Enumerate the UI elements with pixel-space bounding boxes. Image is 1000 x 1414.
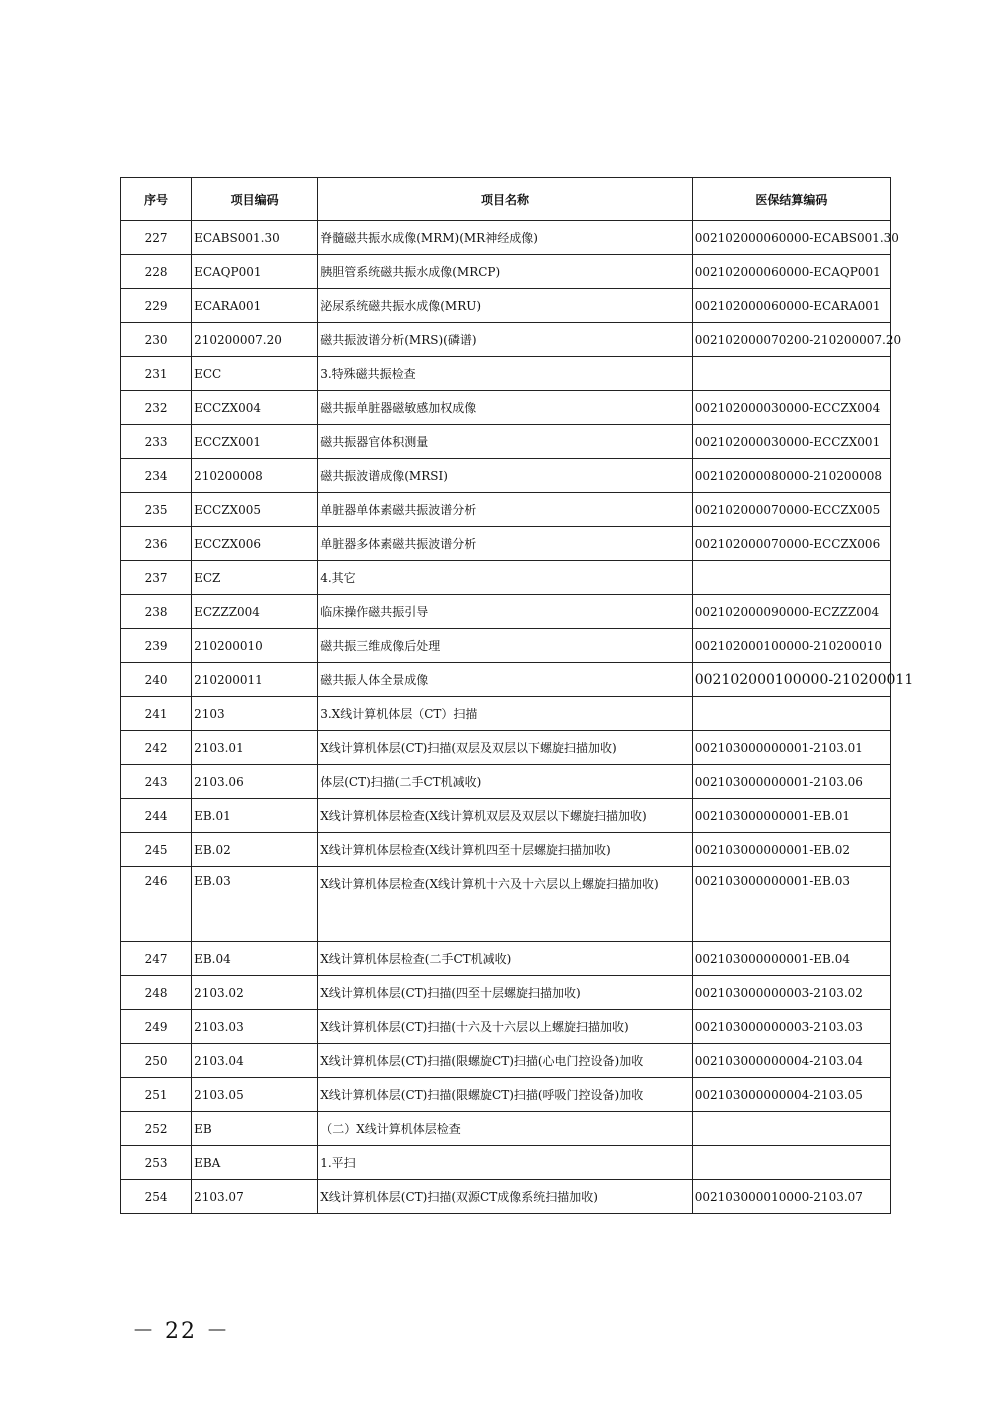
cell-seq: 232	[121, 391, 192, 425]
cell-code: ECAQP001	[192, 255, 318, 289]
cell-insurance-code	[692, 357, 890, 391]
cell-name: 胰胆管系统磁共振水成像(MRCP)	[318, 255, 692, 289]
table-row	[121, 1010, 891, 1044]
cell-name: X线计算机体层(CT)扫描(十六及十六层以上螺旋扫描加收)	[318, 1010, 692, 1044]
cell-code: ECZ	[192, 561, 318, 595]
cell-insurance-code: 002102000070200-210200007.20	[692, 323, 890, 357]
table-row	[121, 663, 891, 697]
cell-seq: 252	[121, 1112, 192, 1146]
cell-insurance-code: 002103000000004-2103.05	[692, 1078, 890, 1112]
cell-seq: 231	[121, 357, 192, 391]
cell-seq: 243	[121, 765, 192, 799]
item-table	[120, 177, 914, 1214]
table-row	[121, 255, 891, 289]
table-row	[121, 1180, 891, 1214]
cell-seq: 245	[121, 833, 192, 867]
table-row	[121, 1078, 891, 1112]
cell-name: 脊髓磁共振水成像(MRM)(MR神经成像)	[318, 221, 692, 255]
cell-seq: 240	[121, 663, 192, 697]
cell-insurance-code: 002103000000003-2103.03	[692, 1010, 890, 1044]
cell-insurance-code: 002102000030000-ECCZX001	[692, 425, 890, 459]
cell-code: 2103.02	[192, 976, 318, 1010]
cell-name: X线计算机体层检查(X线计算机双层及双层以下螺旋扫描加收)	[318, 799, 692, 833]
cell-code: 2103.07	[192, 1180, 318, 1214]
cell-name: 4.其它	[318, 561, 692, 595]
cell-insurance-code: 002103000000001-2103.06	[692, 765, 890, 799]
cell-insurance-code: 002103000000004-2103.04	[692, 1044, 890, 1078]
cell-insurance-code: 002102000100000-210200010	[692, 629, 890, 663]
cell-insurance-code: 002103000000001-EB.02	[692, 833, 890, 867]
cell-code: EB.02	[192, 833, 318, 867]
cell-seq: 241	[121, 697, 192, 731]
cell-seq: 229	[121, 289, 192, 323]
cell-code: 2103.05	[192, 1078, 318, 1112]
header-name: 项目名称	[318, 178, 692, 221]
table-row	[121, 1146, 891, 1180]
table-row	[121, 357, 891, 391]
table-row	[121, 1112, 891, 1146]
cell-name: X线计算机体层(CT)扫描(限螺旋CT)扫描(呼吸门控设备)加收	[318, 1078, 692, 1112]
cell-insurance-code: 002102000030000-ECCZX004	[692, 391, 890, 425]
table-row	[121, 833, 891, 867]
table-row	[121, 799, 891, 833]
cell-name: 磁共振波谱分析(MRS)(磷谱)	[318, 323, 692, 357]
table-body	[121, 221, 914, 1214]
table-row	[121, 867, 891, 942]
cell-seq: 242	[121, 731, 192, 765]
cell-name: 磁共振单脏器磁敏感加权成像	[318, 391, 692, 425]
cell-seq: 228	[121, 255, 192, 289]
cell-code: 210200007.20	[192, 323, 318, 357]
header-seq: 序号	[121, 178, 192, 221]
cell-seq: 234	[121, 459, 192, 493]
cell-code: 210200008	[192, 459, 318, 493]
table-row	[121, 942, 891, 976]
table-row	[121, 493, 891, 527]
cell-seq: 247	[121, 942, 192, 976]
cell-code: EB.01	[192, 799, 318, 833]
cell-code: EB	[192, 1112, 318, 1146]
cell-code: ECARA001	[192, 289, 318, 323]
cell-insurance-code: 002102000060000-ECARA001	[692, 289, 890, 323]
cell-name: 磁共振人体全景成像	[318, 663, 692, 697]
cell-insurance-code: 002102000060000-ECABS001.30	[692, 221, 890, 255]
cell-insurance-code: 002102000100000-210200011	[692, 663, 890, 697]
cell-name: X线计算机体层(CT)扫描(限螺旋CT)扫描(心电门控设备)加收	[318, 1044, 692, 1078]
cell-name: 磁共振器官体积测量	[318, 425, 692, 459]
cell-name: 3.X线计算机体层（CT）扫描	[318, 697, 692, 731]
cell-name: 临床操作磁共振引导	[318, 595, 692, 629]
cell-insurance-code: 002103000000001-EB.04	[692, 942, 890, 976]
table-row	[121, 391, 891, 425]
cell-insurance-code	[692, 1146, 890, 1180]
cell-insurance-code	[692, 1112, 890, 1146]
cell-name: X线计算机体层(CT)扫描(双源CT成像系统扫描加收)	[318, 1180, 692, 1214]
cell-code: 2103.04	[192, 1044, 318, 1078]
cell-insurance-code: 002103000000001-EB.03	[692, 867, 890, 942]
cell-name: X线计算机体层(CT)扫描(双层及双层以下螺旋扫描加收)	[318, 731, 692, 765]
cell-seq: 246	[121, 867, 192, 942]
cell-code: ECCZX001	[192, 425, 318, 459]
cell-code: 210200011	[192, 663, 318, 697]
cell-name: 3.特殊磁共振检查	[318, 357, 692, 391]
cell-seq: 235	[121, 493, 192, 527]
cell-code: 210200010	[192, 629, 318, 663]
cell-insurance-code	[692, 697, 890, 731]
cell-seq: 237	[121, 561, 192, 595]
table-header-row	[121, 178, 891, 221]
table-row	[121, 697, 891, 731]
cell-name: 单脏器单体素磁共振波谱分析	[318, 493, 692, 527]
cell-insurance-code: 002102000070000-ECCZX005	[692, 493, 890, 527]
table-row	[121, 976, 891, 1010]
cell-name: 单脏器多体素磁共振波谱分析	[318, 527, 692, 561]
cell-code: 2103.06	[192, 765, 318, 799]
cell-seq: 250	[121, 1044, 192, 1078]
cell-code: ECCZX004	[192, 391, 318, 425]
cell-insurance-code: 002103000000001-EB.01	[692, 799, 890, 833]
table-row	[121, 595, 891, 629]
header-insurance-code: 医保结算编码	[692, 178, 890, 221]
table-row	[121, 731, 891, 765]
cell-insurance-code: 002103000010000-2103.07	[692, 1180, 890, 1214]
table-row	[121, 527, 891, 561]
cell-seq: 248	[121, 976, 192, 1010]
cell-name: （二）X线计算机体层检查	[318, 1112, 692, 1146]
table-row	[121, 323, 891, 357]
cell-seq: 227	[121, 221, 192, 255]
cell-seq: 249	[121, 1010, 192, 1044]
table-row	[121, 289, 891, 323]
header-code: 项目编码	[192, 178, 318, 221]
table-row	[121, 425, 891, 459]
cell-name: 1.平扫	[318, 1146, 692, 1180]
cell-code: ECABS001.30	[192, 221, 318, 255]
cell-code: EBA	[192, 1146, 318, 1180]
cell-insurance-code: 002103000000003-2103.02	[692, 976, 890, 1010]
cell-code: EB.03	[192, 867, 318, 942]
cell-code: 2103.03	[192, 1010, 318, 1044]
cell-code: 2103.01	[192, 731, 318, 765]
cell-code: ECC	[192, 357, 318, 391]
table-row	[121, 221, 891, 255]
cell-seq: 236	[121, 527, 192, 561]
cell-insurance-code: 002103000000001-2103.01	[692, 731, 890, 765]
cell-insurance-code: 002102000070000-ECCZX006	[692, 527, 890, 561]
cell-name: 泌尿系统磁共振水成像(MRU)	[318, 289, 692, 323]
cell-insurance-code	[692, 561, 890, 595]
cell-name: X线计算机体层检查(X线计算机四至十层螺旋扫描加收)	[318, 833, 692, 867]
page-number: － 22 －	[132, 1319, 230, 1344]
cell-code: EB.04	[192, 942, 318, 976]
cell-name: X线计算机体层(CT)扫描(四至十层螺旋扫描加收)	[318, 976, 692, 1010]
cell-seq: 251	[121, 1078, 192, 1112]
cell-insurance-code: 002102000080000-210200008	[692, 459, 890, 493]
cell-name: 体层(CT)扫描(二手CT机减收)	[318, 765, 692, 799]
cell-insurance-code: 002102000090000-ECZZZ004	[692, 595, 890, 629]
cell-seq: 233	[121, 425, 192, 459]
cell-seq: 230	[121, 323, 192, 357]
cell-name: X线计算机体层检查(二手CT机减收)	[318, 942, 692, 976]
table-row	[121, 459, 891, 493]
cell-name: 磁共振三维成像后处理	[318, 629, 692, 663]
cell-seq: 239	[121, 629, 192, 663]
cell-seq: 244	[121, 799, 192, 833]
table-row	[121, 561, 891, 595]
cell-seq: 254	[121, 1180, 192, 1214]
cell-code: 2103	[192, 697, 318, 731]
table-row	[121, 765, 891, 799]
table-row	[121, 629, 891, 663]
cell-code: ECCZX005	[192, 493, 318, 527]
cell-code: ECCZX006	[192, 527, 318, 561]
cell-code: ECZZZ004	[192, 595, 318, 629]
table-row	[121, 1044, 891, 1078]
cell-name: 磁共振波谱成像(MRSI)	[318, 459, 692, 493]
cell-seq: 253	[121, 1146, 192, 1180]
cell-insurance-code: 002102000060000-ECAQP001	[692, 255, 890, 289]
cell-name: X线计算机体层检查(X线计算机十六及十六层以上螺旋扫描加收)	[318, 867, 692, 942]
cell-seq: 238	[121, 595, 192, 629]
